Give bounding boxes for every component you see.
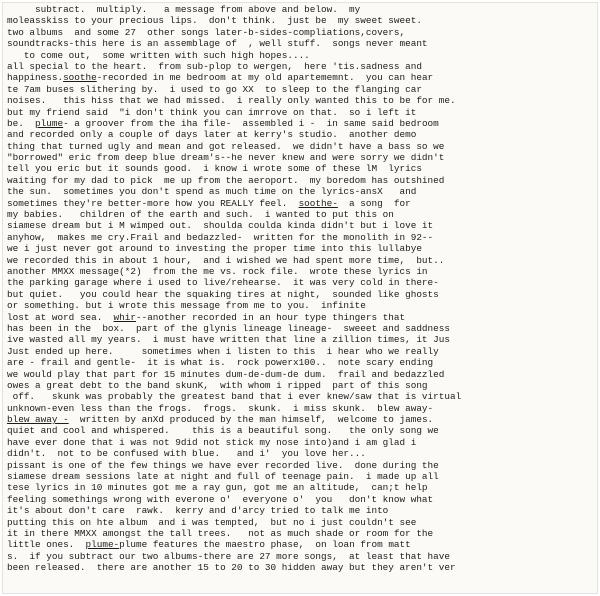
text-segment: we recorded this in about 1 hour, and i wished we had spent more time, but.. xyxy=(7,254,445,266)
underlined-song-title: plume xyxy=(35,117,64,129)
text-segment: siamese dream but i M wimped out. shoulda coulda kinda didn't but i love it xyxy=(7,220,434,232)
text-segment: we i just never got around to investing the proper time into this lullabye xyxy=(7,243,422,255)
text-line xyxy=(7,4,595,15)
text-segment: has been in the box. part of the glynis lineage lineage- sweeet and saddness xyxy=(7,322,450,334)
text-segment: it in there MMXX amongst the tall trees. not as much shade or room for the xyxy=(7,527,434,539)
text-segment: tell you eric but it sounds good. i know i wrote some of these lM lyrics xyxy=(7,163,422,175)
text-line xyxy=(7,300,595,311)
text-line xyxy=(7,460,595,471)
text-line xyxy=(7,289,595,300)
text-segment: feeling somethings wrong with everone o' everyone o' you don't know what xyxy=(7,493,434,505)
text-line xyxy=(7,255,595,266)
underlined-song-title: plume- xyxy=(85,539,120,551)
typewritten-page xyxy=(2,2,598,594)
text-segment: we would play that part for 15 minutes dum-de-dum-de dum. frail and bedazzled xyxy=(7,368,445,380)
text-line xyxy=(7,243,595,254)
text-line xyxy=(7,494,595,505)
text-line xyxy=(7,403,595,414)
text-segment: but quiet. you could hear the squaking tires at night, sounded like ghosts xyxy=(7,288,439,300)
text-segment: te 7am buses slithering by. i used to go XX to sleep to the flanging car xyxy=(7,83,422,95)
text-segment: be. xyxy=(7,117,36,129)
text-line xyxy=(7,357,595,368)
text-line xyxy=(7,517,595,528)
text-line xyxy=(7,471,595,482)
text-segment: moleasskiss to your precious lips. don't think. just be my sweet sweet. xyxy=(7,15,422,27)
text-segment: my babies. children of the earth and such. i wanted to put this on xyxy=(7,209,394,221)
text-segment: pissant is one of the few things we have ever recorded live. done during the xyxy=(7,459,439,471)
text-segment: - a groover from the iha file- assembled i - in same said bedroom xyxy=(63,117,439,129)
text-line xyxy=(7,118,595,129)
text-line xyxy=(7,163,595,174)
text-segment: off. skunk was probably the greatest band that i ever knew/saw that is virtual xyxy=(7,391,462,403)
text-line xyxy=(7,152,595,163)
text-segment: Just ended up here. sometimes when i listen to this i hear who we really xyxy=(7,345,439,357)
text-segment: putting this on hte album and i was tempted, but no i just couldn't see xyxy=(7,516,417,528)
text-line xyxy=(7,209,595,220)
text-segment: written by anXd produced by the man himself, welcome to james. xyxy=(68,414,434,426)
text-segment: all special to the heart. from sub-plop to wergen, here 'tis.sadness and xyxy=(7,60,422,72)
text-line xyxy=(7,380,595,391)
text-line xyxy=(7,50,595,61)
text-segment: --another recorded in an hour type thingers that xyxy=(135,311,406,323)
text-line xyxy=(7,346,595,357)
text-segment: siamese dream sessions late at night and full of teenage pain. i made up all xyxy=(7,471,439,483)
text-line xyxy=(7,482,595,493)
text-segment: but my friend said "i don't think you can imrrove on that. so i left it xyxy=(7,106,417,118)
text-line xyxy=(7,95,595,106)
text-segment: thing that turned ugly and mean and got released. we didn't have a bass so we xyxy=(7,140,445,152)
underlined-song-title: soothe- xyxy=(298,197,338,209)
text-line xyxy=(7,334,595,345)
text-line xyxy=(7,198,595,209)
text-segment: didn't. not to be confused with blue. and i' you love her... xyxy=(7,448,366,460)
text-segment: the sun. sometimes you don't spend as much time on the lyrics-ansX and xyxy=(7,186,417,198)
text-line xyxy=(7,391,595,402)
typewritten-text xyxy=(7,4,595,574)
text-line xyxy=(7,551,595,562)
text-line xyxy=(7,84,595,95)
underlined-song-title: blew away - xyxy=(7,414,69,426)
text-line xyxy=(7,175,595,186)
text-line xyxy=(7,27,595,38)
text-segment: unknown-even less than the frogs. frogs. skunk. i miss skunk. blew away- xyxy=(7,402,434,414)
text-line xyxy=(7,232,595,243)
text-segment: or something. but i wrote this message from me to you. infinite xyxy=(7,300,366,312)
text-segment: two albums and some 27 other songs later-b-sides-compliations,covers, xyxy=(7,26,406,38)
text-segment: it's about don't care rawk. kerry and d'arcy tried to talk me into xyxy=(7,505,389,517)
text-segment: soundtracks-this here is an assemblage of , well stuff. songs never meant xyxy=(7,38,428,50)
text-segment: ive wasted all my years. i must have written that line a zillion times, it Jus xyxy=(7,334,450,346)
text-segment: plume features the maestro phase, on loan from matt xyxy=(119,539,411,551)
text-segment: quiet and cool and whispered. this is a beautiful song. the only song we xyxy=(7,425,439,437)
text-segment: noises. this hiss that we had missed. i really only wanted this to be for me. xyxy=(7,95,456,107)
text-segment: happiness. xyxy=(7,72,64,84)
text-line xyxy=(7,38,595,49)
text-segment: been released. there are another 15 to 20 to 30 hidden away but they aren't ver xyxy=(7,562,456,574)
text-line xyxy=(7,323,595,334)
text-line xyxy=(7,15,595,26)
text-line xyxy=(7,186,595,197)
text-line xyxy=(7,220,595,231)
text-line xyxy=(7,61,595,72)
text-segment: tese lyrics in 10 minutes got me a ray gun, got me an altitude, can;t help xyxy=(7,482,428,494)
text-segment: waiting for my dad to pick me up from the aeroport. my boredom has outshined xyxy=(7,174,445,186)
text-line xyxy=(7,141,595,152)
text-line xyxy=(7,369,595,380)
text-line xyxy=(7,277,595,288)
text-segment: have ever done that i was not 9did not stick my nose into)and i am glad i xyxy=(7,436,417,448)
text-segment: another MMXX message(*2) from the me vs. rock file. wrote these lyrics in xyxy=(7,265,428,277)
text-line xyxy=(7,107,595,118)
text-line xyxy=(7,528,595,539)
text-line xyxy=(7,562,595,573)
text-segment: owes a great debt to the band skunK, with whom i ripped part of this song xyxy=(7,379,428,391)
text-line xyxy=(7,129,595,140)
text-segment: -recorded in me bedroom at my old apartememnt. you can hear xyxy=(96,72,434,84)
text-line xyxy=(7,266,595,277)
text-line xyxy=(7,539,595,550)
text-segment: little ones. xyxy=(7,539,86,551)
text-line xyxy=(7,505,595,516)
text-segment: lost at word sea. xyxy=(7,311,114,323)
text-segment: "borrowed" eric from deep blue dream's--he never knew and were sorry we didn't xyxy=(7,152,445,164)
text-segment: to come out, some written with such high hopes.... xyxy=(7,49,310,61)
text-line xyxy=(7,448,595,459)
text-line xyxy=(7,414,595,425)
text-segment: sometimes they're better-more how you REALLY feel. xyxy=(7,197,299,209)
text-segment: the parking garage where i used to live/rehearse. it was very cold in there- xyxy=(7,277,439,289)
text-segment: a song for xyxy=(337,197,411,209)
text-segment: are - frail and gentle- it is what is. rock powerx100.. note scary ending xyxy=(7,357,434,369)
underlined-song-title: whir xyxy=(113,311,136,323)
text-line xyxy=(7,72,595,83)
underlined-song-title: soothe xyxy=(63,72,97,84)
text-segment: s. if you subtract our two albums-there are 27 more songs, at least that have xyxy=(7,550,450,562)
text-line xyxy=(7,425,595,436)
text-line xyxy=(7,437,595,448)
text-segment: subtract. multiply. a message from above and below. my xyxy=(7,4,361,15)
text-line xyxy=(7,312,595,323)
text-segment: and recorded only a couple of days later at kerry's studio. another demo xyxy=(7,129,417,141)
text-segment: anyhow, makes me cry.Frail and bedazzled- written for the monolith in 92-- xyxy=(7,231,434,243)
